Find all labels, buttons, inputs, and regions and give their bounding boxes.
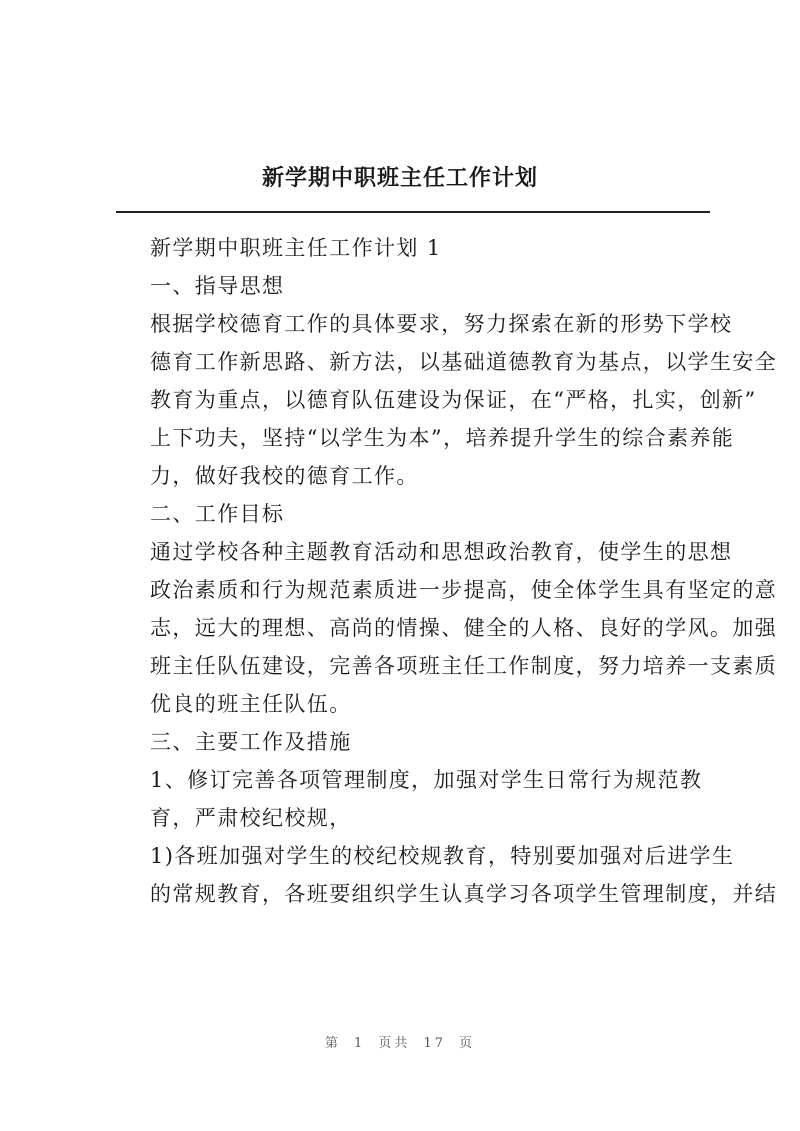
section-heading-work-goals: [108, 495, 712, 533]
page-number-footer: 第 1 页共 17 页: [324, 1036, 476, 1051]
text-line: 一、指导思想: [150, 274, 285, 298]
paragraph-item-1-1: [108, 837, 778, 913]
text-line: 育，严肃校纪校规，: [150, 806, 352, 830]
text-line: 1)各班加强对学生的校纪校规教育，特别要加强对后进学生: [150, 844, 735, 868]
text-line: 三、主要工作及措施: [150, 730, 352, 754]
text-line: 教育为重点，以德育队伍建设为保证，在“严格，扎实，创新”: [150, 388, 757, 412]
text-line: 通过学校各种主题教育活动和思想政治教育，使学生的思想: [150, 540, 733, 564]
text-line: 上下功夫，坚持“以学生为本”，培养提升学生的综合素养能: [150, 426, 735, 450]
text-line: 1、修订完善各项管理制度，加强对学生日常行为规范教: [150, 768, 703, 792]
text-line: 二、工作目标: [150, 502, 285, 526]
document-body: [108, 229, 778, 913]
text-line: 力，做好我校的德育工作。: [150, 464, 419, 488]
paragraph-guiding-ideology: [108, 305, 778, 495]
text-line: 班主任队伍建设，完善各项班主任工作制度，努力培养一支素质: [150, 654, 778, 678]
text-line: 德育工作新思路、新方法，以基础道德教育为基点，以学生安全: [150, 350, 778, 374]
text-line: 的常规教育，各班要组织学生认真学习各项学生管理制度，并结: [150, 882, 778, 906]
paragraph-item-1: [108, 761, 712, 837]
section-heading-guiding-ideology: [108, 267, 712, 305]
paragraph-work-goals: [108, 533, 778, 723]
text-line: 志，远大的理想、高尚的情操、健全的人格、良好的学风。加强: [150, 616, 778, 640]
text-line: 新学期中职班主任工作计划 1: [150, 236, 442, 260]
title-divider: [116, 211, 710, 213]
document-title: 新学期中职班主任工作计划: [261, 165, 538, 191]
text-line: 根据学校德育工作的具体要求，努力探索在新的形势下学校: [150, 312, 733, 336]
text-line: 优良的班主任队伍。: [150, 692, 352, 716]
paragraph-heading-plan: [108, 229, 712, 267]
text-line: 政治素质和行为规范素质进一步提高，使全体学生具有坚定的意: [150, 578, 778, 602]
section-heading-main-work: [108, 723, 712, 761]
